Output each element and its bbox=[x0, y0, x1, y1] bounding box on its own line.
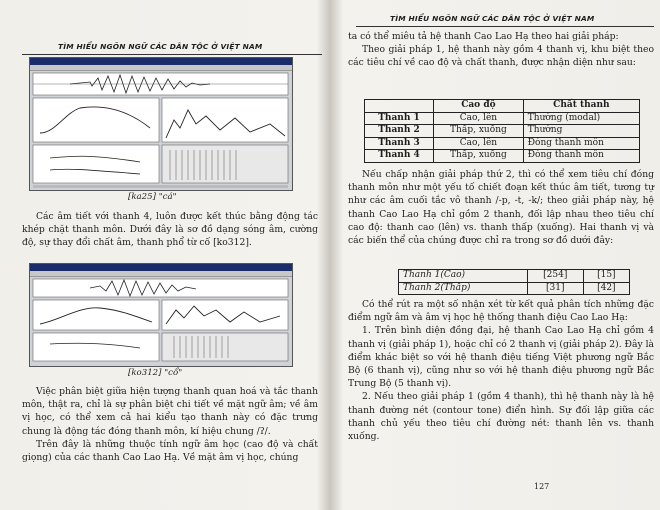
figure-caption-2: [ko312] "cổ" bbox=[128, 368, 183, 378]
table-cell: Đóng thanh môn bbox=[523, 137, 639, 150]
right-paragraph-1 bbox=[348, 30, 654, 70]
table-cell: Thanh 4 bbox=[365, 150, 434, 163]
running-header: TÌM HIỂU NGÔN NGỮ CÁC DÂN TỘC Ở VIỆT NAM bbox=[58, 42, 263, 51]
right-paragraph-3 bbox=[348, 298, 654, 443]
text-paragraph: Có thể rút ra một số nhận xét từ kết quả phân tích những đặc điểm ngữ âm và âm vị học hệ thống thanh điệu Cao Lao Hạ: bbox=[348, 299, 654, 324]
header-rule bbox=[22, 54, 322, 55]
table-cell: Đóng thanh môn bbox=[523, 150, 639, 163]
text-paragraph: Các âm tiết với thanh 4, luôn được kết thúc bằng động tác khép chặt thanh môn. Dưới đây là sơ đồ dạng sóng âm, cường độ, sự thay đổi chất âm, thanh phổ từ cố [ko312]. bbox=[22, 211, 318, 249]
table-row bbox=[399, 282, 630, 295]
table-cell: Thấp, xuống bbox=[434, 125, 524, 138]
table-cell: Thanh 1 bbox=[365, 112, 434, 125]
table-header-cell bbox=[365, 100, 434, 113]
table-cell: Thanh 2 bbox=[365, 125, 434, 138]
table-cell: Thường (modal) bbox=[523, 112, 639, 125]
tone-variants-table bbox=[398, 269, 630, 295]
table-cell: [15] bbox=[583, 270, 629, 283]
acoustic-analysis-figure-2 bbox=[29, 263, 293, 367]
text-paragraph: 1. Trên bình diện đồng đại, hệ thanh Cao Lao Hạ chỉ gồm 4 thanh vị (giải pháp 1), hoặc chỉ có 2 thanh vị (giải pháp 2). Đây là điểm khác biệt so với hệ thanh điệu tiếng Việt phương ngữ Bắc Bộ (6 thanh vị), cũng như so với hệ thanh điệu phương ngữ Bắc Trung Bộ (5 thanh vị). bbox=[348, 325, 654, 390]
text-paragraph: Trên đây là những thuộc tính ngữ âm học (cao độ và chất giọng) của các thanh Cao Lao Hạ. Về mặt âm vị học, chúng bbox=[22, 438, 318, 464]
acoustic-analysis-figure-1 bbox=[29, 57, 293, 191]
table-row bbox=[365, 150, 640, 163]
running-header: TÌM HIỂU NGÔN NGỮ CÁC DÂN TỘC Ở VIỆT NAM bbox=[390, 14, 595, 23]
text-paragraph: Theo giải pháp 1, hệ thanh này gồm 4 thanh vị, khu biệt theo các tiêu chí về cao độ và chất thanh, được nhận diện như sau: bbox=[348, 44, 654, 69]
table-row bbox=[399, 270, 630, 283]
text-paragraph: Nếu chấp nhận giải pháp thứ 2, thì có thể xem tiêu chí đóng thanh môn như một yếu tố chiết đoạn kết thúc âm tiết, tương tự như các âm cuối tắc vô thanh /-p, -t, -k/; theo giải pháp này, hệ thanh Cao Lao Hạ chỉ gồm 2 thanh, đối lập nhau theo tiêu chí cao độ: thanh cao (lên) vs. thanh thấp (xuống). Hai thanh vị và các biến thể của chúng được chỉ ra trong sơ đồ dưới đây: bbox=[348, 169, 654, 247]
table-cell: Cao, lên bbox=[434, 112, 524, 125]
left-paragraph-2 bbox=[22, 385, 318, 464]
text-paragraph: 2. Nếu theo giải pháp 1 (gồm 4 thanh), thì hệ thanh này là hệ thanh đường nét (contour tone) điển hình. Sự đối lập giữa các thanh chủ yếu theo tiêu chí đường nét: thanh lên vs. thanh xuống. bbox=[348, 391, 654, 443]
waveform-panels bbox=[30, 264, 292, 366]
table-cell: [254] bbox=[527, 270, 583, 283]
table-cell: Thường bbox=[523, 125, 639, 138]
table-row bbox=[365, 125, 640, 138]
table-header-cell: Cao độ bbox=[434, 100, 524, 113]
text-paragraph: Việc phân biệt giữa hiện tượng thanh quan hoá và tắc thanh môn, thật ra, chỉ là sự phân biệt chi tiết về mặt ngữ âm; về âm vị học, có thể xem cả hai kiểu tạo thanh này có đặc trưng chung là động tác đóng thanh môn, kí hiệu chung /ʔ/. bbox=[22, 386, 318, 437]
table-cell: [31] bbox=[527, 282, 583, 295]
table-header-row bbox=[365, 100, 640, 113]
page-number: 127 bbox=[534, 482, 550, 491]
table-cell: [42] bbox=[583, 282, 629, 295]
table-cell: Cao, lên bbox=[434, 137, 524, 150]
table-cell: Thanh 1(Cao) bbox=[399, 270, 528, 283]
header-rule bbox=[356, 26, 654, 27]
table-cell: Thanh 3 bbox=[365, 137, 434, 150]
table-row bbox=[365, 112, 640, 125]
table-header-cell: Chất thanh bbox=[523, 100, 639, 113]
table-cell: Thấp, xuống bbox=[434, 150, 524, 163]
left-paragraph-1 bbox=[22, 210, 318, 250]
right-page bbox=[334, 0, 660, 510]
table-row bbox=[365, 137, 640, 150]
tone-features-table bbox=[364, 99, 640, 163]
waveform-panels bbox=[30, 58, 292, 190]
table-cell: Thanh 2(Thấp) bbox=[399, 282, 528, 295]
text-paragraph: ta có thể miêu tả hệ thanh Cao Lao Hạ theo hai giải pháp: bbox=[348, 31, 619, 42]
figure-caption-1: [ka25] "cá" bbox=[128, 192, 177, 202]
right-paragraph-2 bbox=[348, 168, 654, 247]
